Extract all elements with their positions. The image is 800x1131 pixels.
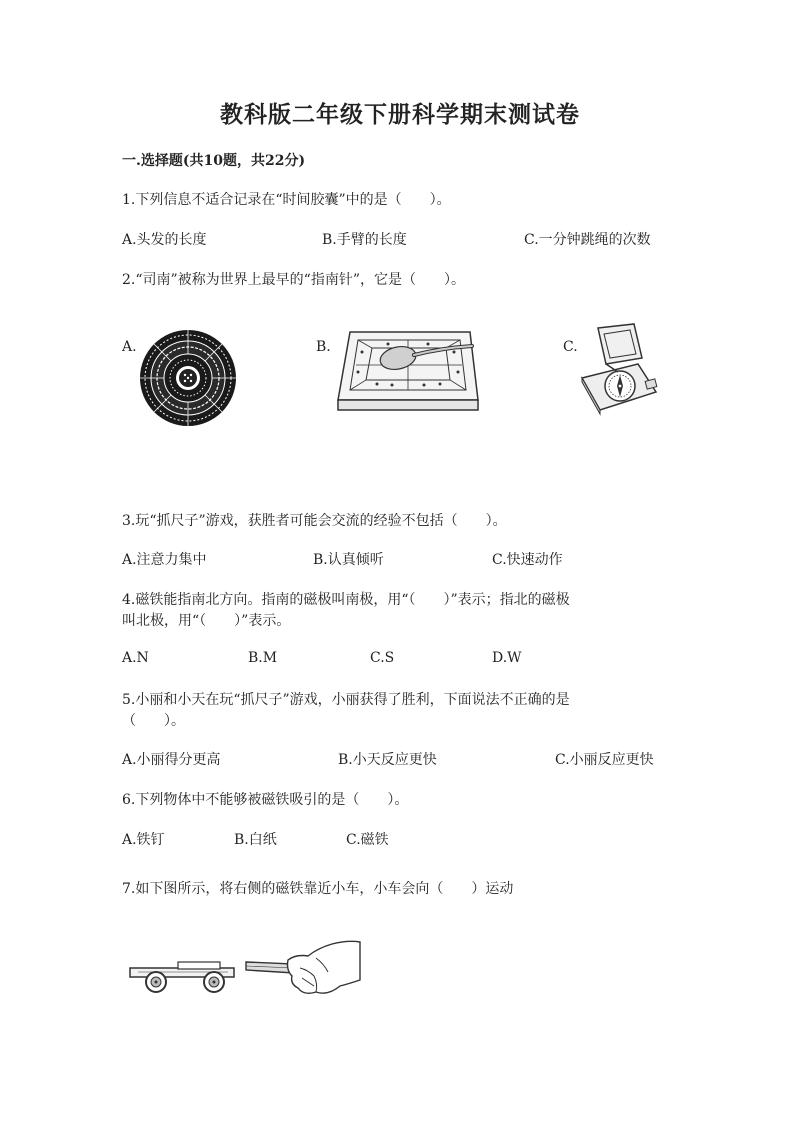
question-6-stem: 6.下列物体中不能够被磁铁吸引的是（ ）。	[122, 792, 409, 808]
question-5-stem-line-2: （ ）。	[122, 713, 185, 729]
question-5-stem-line-1: 5.小丽和小天在玩“抓尺子”游戏，小丽获得了胜利，下面说法不正确的是	[122, 692, 570, 708]
section-heading: 一.选择题(共10题，共22分)	[122, 153, 306, 169]
question-1-stem: 1.下列信息不适合记录在“时间胶囊”中的是（ ）。	[122, 192, 451, 208]
question-4-option-b[interactable]: B.M	[248, 650, 278, 666]
question-1-option-a[interactable]: A.头发的长度	[122, 232, 207, 248]
question-1-option-b[interactable]: B.手臂的长度	[322, 232, 407, 248]
question-1-option-c[interactable]: C.一分钟跳绳的次数	[524, 232, 651, 248]
folding-compass-icon	[578, 320, 662, 416]
page-title: 教科版二年级下册科学期末测试卷	[220, 101, 580, 128]
question-3-option-a[interactable]: A.注意力集中	[122, 552, 207, 568]
question-5-option-a[interactable]: A.小丽得分更高	[122, 752, 221, 768]
question-4-option-d[interactable]: D.W	[492, 650, 522, 666]
question-6-option-a[interactable]: A.铁钉	[122, 832, 165, 848]
toy-car-icon	[128, 950, 238, 996]
question-4-stem-line-1: 4.磁铁能指南北方向。指南的磁极叫南极，用“（ ）”表示；指北的磁极	[122, 592, 570, 608]
question-6-option-b[interactable]: B.白纸	[234, 832, 277, 848]
question-2-option-c[interactable]: C.	[563, 339, 578, 355]
question-5-option-b[interactable]: B.小天反应更快	[338, 752, 437, 768]
sinan-spoon-compass-icon	[332, 322, 484, 414]
question-2-stem: 2.“司南”被称为世界上最早的“指南针”，它是（ ）。	[122, 272, 465, 288]
question-5-option-c[interactable]: C.小丽反应更快	[555, 752, 654, 768]
question-4-option-c[interactable]: C.S	[370, 650, 395, 666]
question-2-option-a[interactable]: A.	[122, 339, 137, 355]
question-3-option-c[interactable]: C.快速动作	[492, 552, 563, 568]
question-3-option-b[interactable]: B.认真倾听	[313, 552, 384, 568]
question-3-stem: 3.玩“抓尺子”游戏，获胜者可能会交流的经验不包括（ ）。	[122, 513, 507, 529]
hand-holding-magnet-icon	[244, 936, 362, 1000]
question-6-option-c[interactable]: C.磁铁	[346, 832, 389, 848]
question-4-option-a[interactable]: A.N	[122, 650, 149, 666]
question-4-stem-line-2: 叫北极，用“（ ）”表示。	[122, 613, 291, 629]
luopan-compass-icon	[138, 328, 238, 428]
question-7-stem: 7.如下图所示，将右侧的磁铁靠近小车，小车会向（ ）运动	[122, 881, 514, 897]
question-2-option-b[interactable]: B.	[316, 339, 331, 355]
